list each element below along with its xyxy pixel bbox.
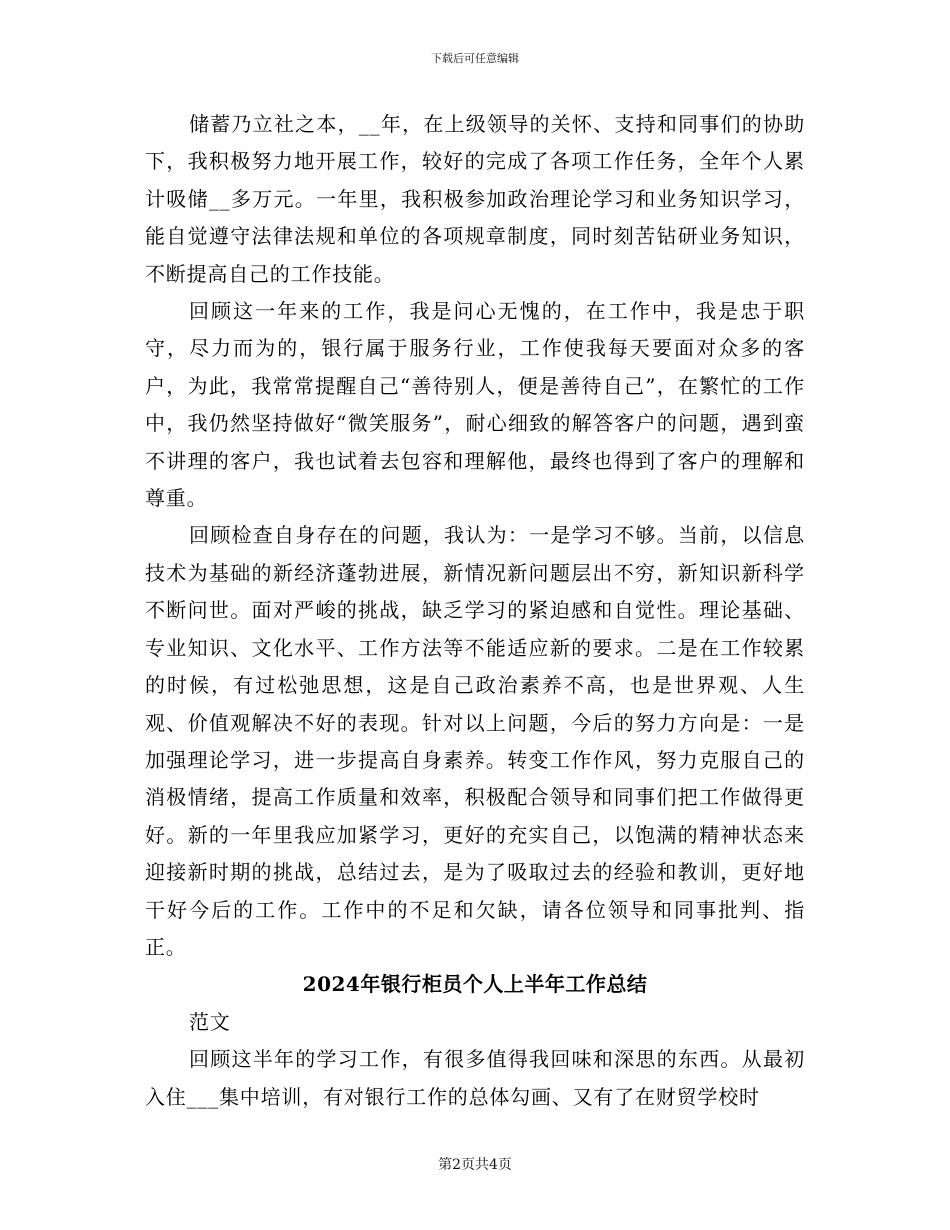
paragraph-problems: 回顾检查自身存在的问题，我认为：一是学习不够。当前，以信息技术为基础的新经济蓬勃进展，新情况新问题层出不穷，新知识新科学不断问世。面对严峻的挑战，缺乏学习的紧迫感和自觉性。理论基础、专业知识、文化水平、工作方法等不能适应新的要求。二是在工作较累的时候，有过松弛思想，这是自己政治素养不高，也是世界观、人生观、价值观解决不好的表现。针对以上问题，今后的努力方向是：一是加强理论学习，进一步提高自身素养。转变工作作风，努力克服自己的消极情绪，提高工作质量和效率，积极配合领导和同事们把工作做得更好。新的一年里我应加紧学习，更好的充实自己，以饱满的精神状态来迎接新时期的挑战，总结过去，是为了吸取过去的经验和教训，更好地干好今后的工作。工作中的不足和欠缺，请各位领导和同事批判、指正。	[145, 523, 805, 959]
paragraph-half-year: 回顾这半年的学习工作，有很多值得我回味和深思的东西。从最初入住___集中培训，有对银行工作的总体勾画、又有了在财贸学校时	[145, 1047, 805, 1109]
paragraph-review-work: 回顾这一年来的工作，我是问心无愧的，在工作中，我是忠于职守，尽力而为的，银行属于服务行业，工作使我每天要面对众多的客户，为此，我常常提醒自己“善待别人，便是善待自己”，在繁忙的工作中，我仍然坚持做好“微笑服务”，耐心细致的解答客户的问题，遇到蛮不讲理的客户，我也试着去包容和理解他，最终也得到了客户的理解和尊重。	[145, 299, 805, 511]
paragraph-savings: 储蓄乃立社之本，__年，在上级领导的关怀、支持和同事们的协助下，我积极努力地开展工作，较好的完成了各项工作任务，全年个人累计吸储__多万元。一年里，我积极参加政治理论学习和业务知识学习，能自觉遵守法律法规和单位的各项规章制度，同时刻苦钻研业务知识，不断提高自己的工作技能。	[145, 112, 805, 286]
section-label: 范文	[189, 1009, 231, 1034]
document-body	[145, 106, 805, 1116]
page-footer: 第2页共4页	[438, 1157, 512, 1173]
page-header: 下载后可任意编辑	[431, 52, 519, 65]
section-title: 2024年银行柜员个人上半年工作总结	[302, 972, 648, 997]
